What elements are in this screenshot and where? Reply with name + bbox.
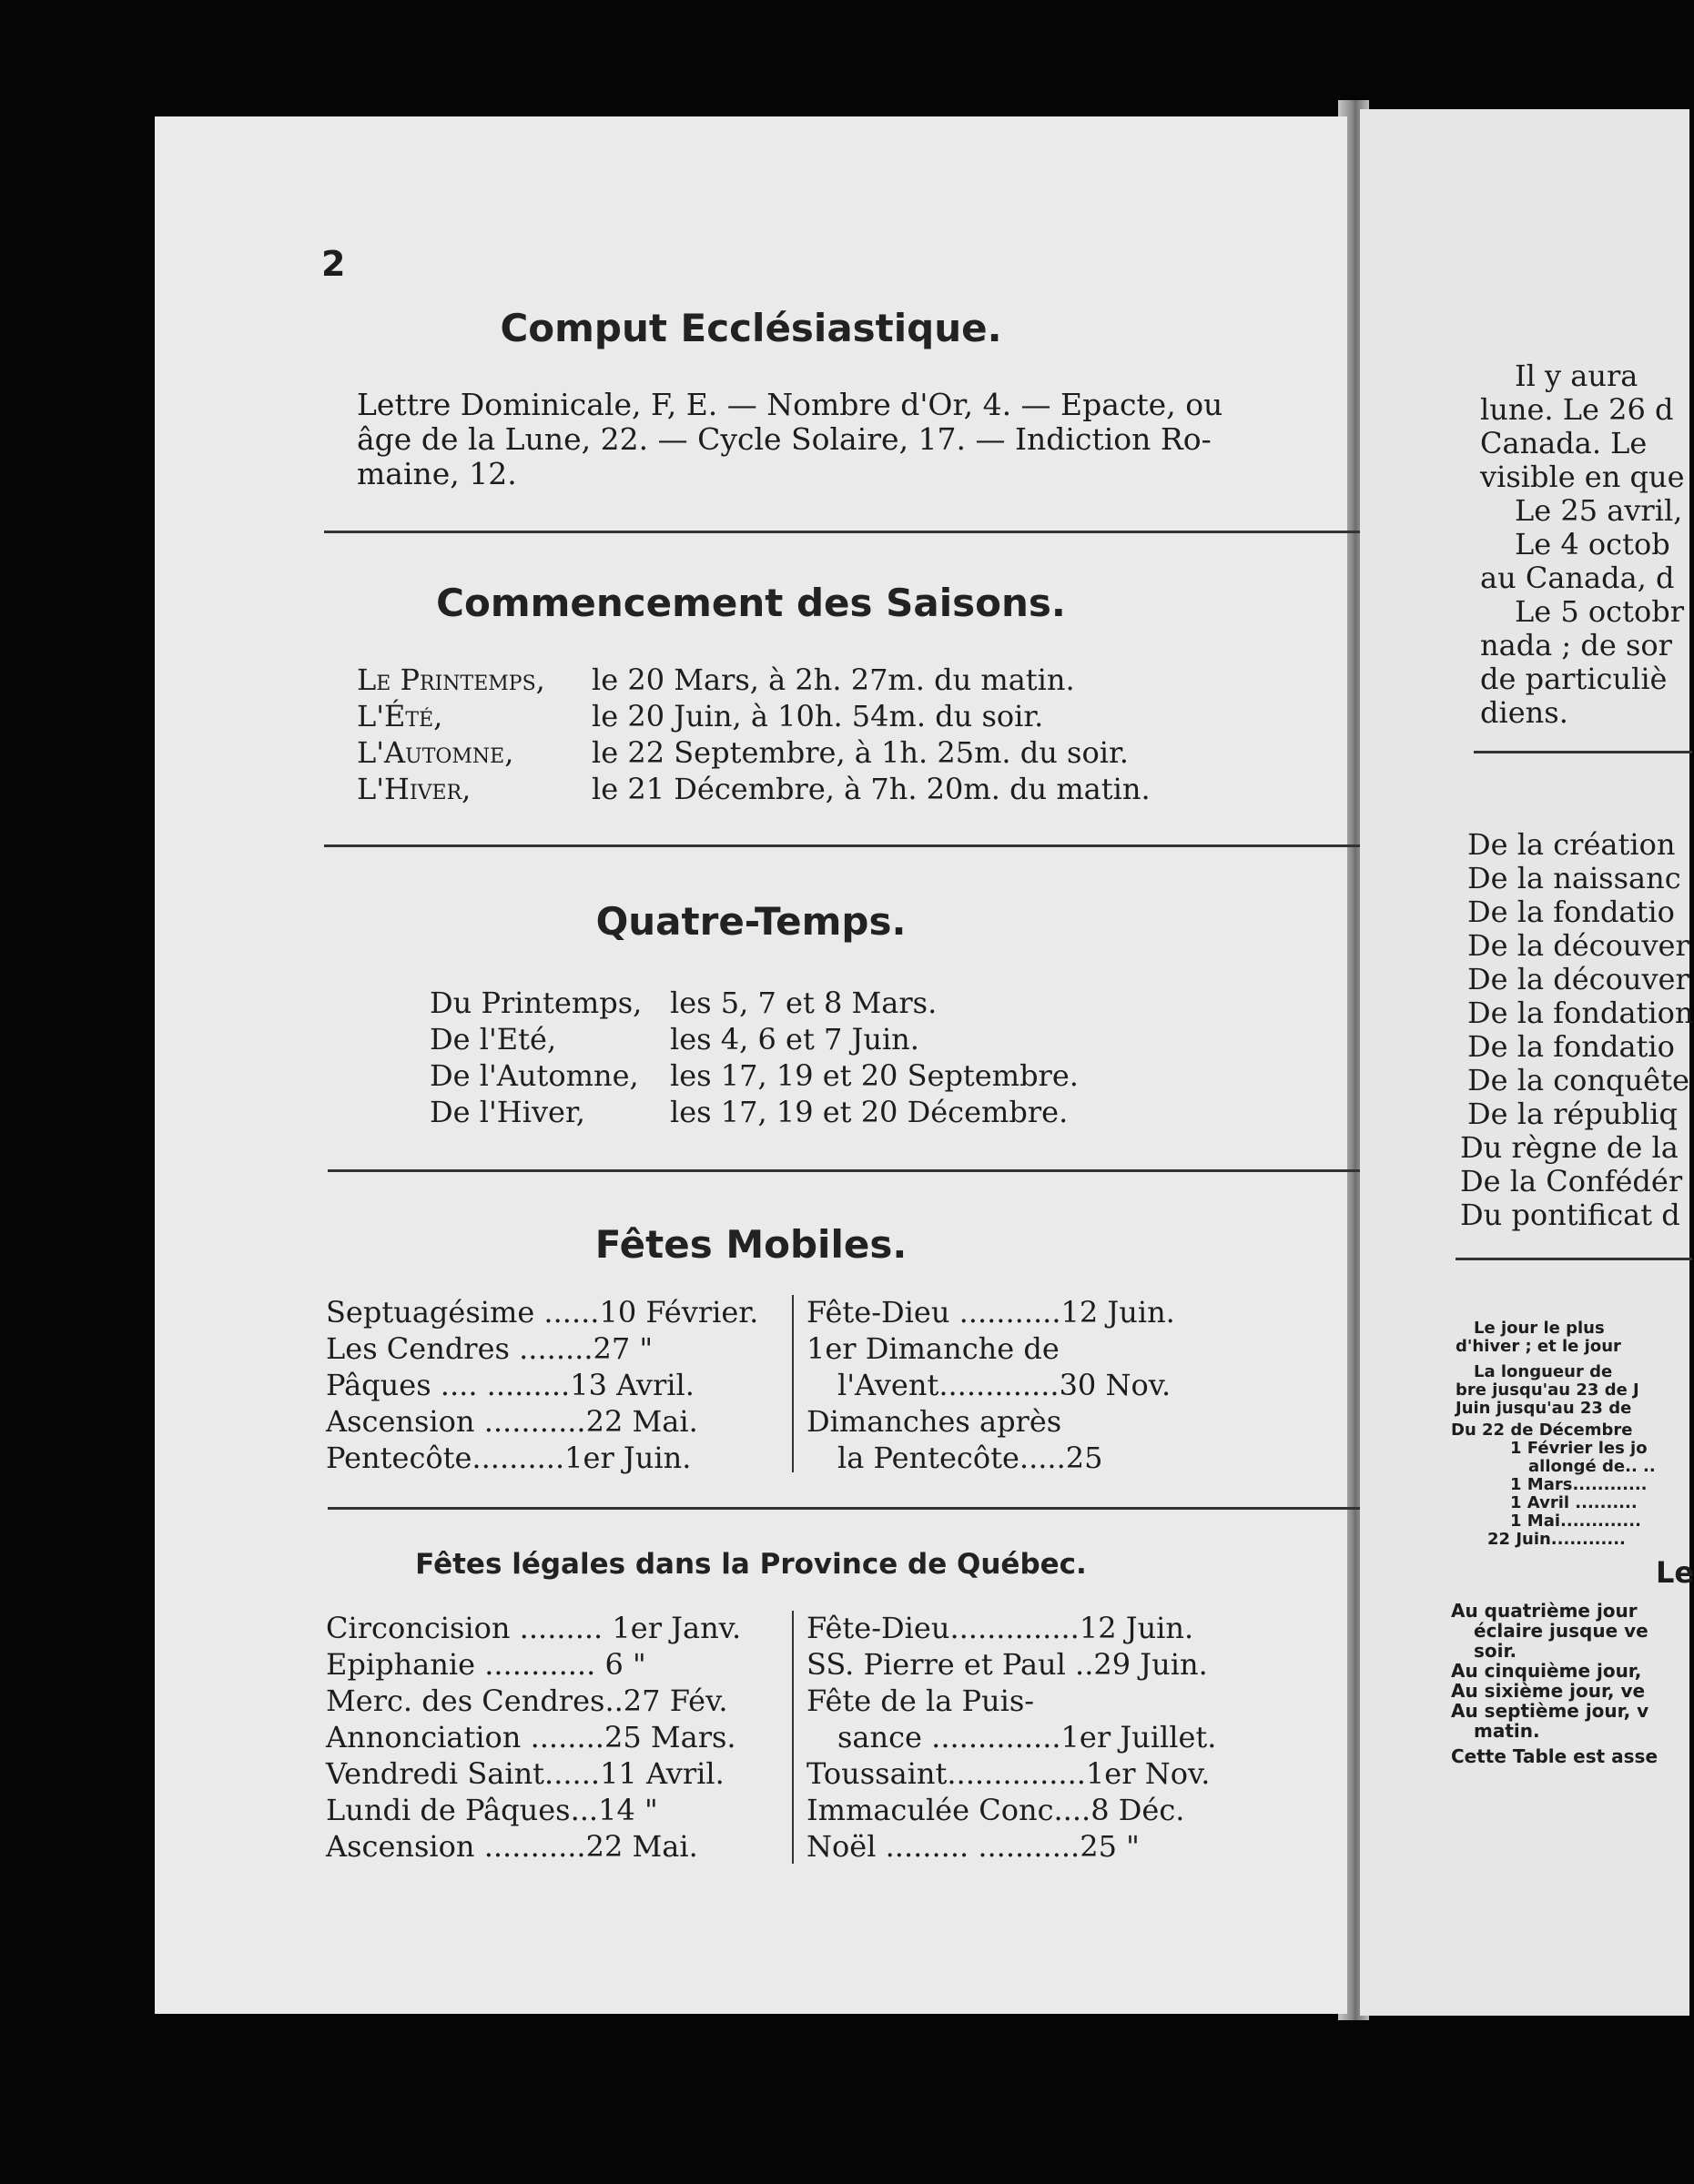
rule bbox=[1474, 751, 1692, 753]
small-line: 1 Mars............ bbox=[1510, 1475, 1648, 1494]
era-line: Du pontificat d bbox=[1460, 1198, 1680, 1232]
fl-left-row: Lundi de Pâques...14 " bbox=[326, 1793, 658, 1827]
era-line: De la conquête bbox=[1467, 1063, 1689, 1097]
right-line: diens. bbox=[1480, 695, 1568, 730]
season-date: le 20 Juin, à 10h. 54m. du soir. bbox=[592, 699, 1044, 733]
small-line: Au septième jour, v bbox=[1451, 1700, 1649, 1722]
fl-right-row: Fête-Dieu..............12 Juin. bbox=[806, 1611, 1194, 1645]
small-line: 1 Février les jo bbox=[1510, 1439, 1648, 1458]
era-line: De la découver bbox=[1467, 962, 1689, 996]
qt-dates: les 17, 19 et 20 Décembre. bbox=[670, 1095, 1069, 1129]
rule bbox=[324, 844, 1412, 847]
saisons-title: Commencement des Saisons. bbox=[436, 581, 1066, 625]
fm-right-row: l'Avent.............30 Nov. bbox=[837, 1368, 1172, 1402]
small-line: bre jusqu'au 23 de J bbox=[1456, 1380, 1639, 1400]
era-line: De la découver bbox=[1467, 928, 1689, 963]
small-line: soir. bbox=[1474, 1640, 1517, 1662]
right-line: nada ; de sor bbox=[1480, 628, 1672, 662]
era-line: De la républiq bbox=[1467, 1097, 1679, 1131]
comput-text bbox=[357, 388, 1413, 491]
era-line: De la Confédér bbox=[1460, 1164, 1683, 1198]
fl-left-row: Ascension ...........22 Mai. bbox=[326, 1829, 698, 1864]
era-line: De la fondation bbox=[1467, 996, 1694, 1030]
fm-right-row: Dimanches après bbox=[806, 1404, 1062, 1439]
fl-left-row: Epiphanie ............ 6 " bbox=[326, 1647, 646, 1682]
qt-dates: les 5, 7 et 8 Mars. bbox=[670, 986, 938, 1020]
fm-left-row: Pâques .... .........13 Avril. bbox=[326, 1368, 695, 1402]
qt-season: Du Printemps, bbox=[430, 986, 643, 1020]
fl-right-row: Noël ......... ...........25 " bbox=[806, 1829, 1140, 1864]
fl-right-row: SS. Pierre et Paul ..29 Juin. bbox=[806, 1647, 1208, 1682]
fm-right-row: Fête-Dieu ...........12 Juin. bbox=[806, 1295, 1175, 1330]
rule bbox=[328, 1507, 1420, 1510]
small-line: éclaire jusque ve bbox=[1474, 1620, 1648, 1642]
small-line: 22 Juin............ bbox=[1487, 1530, 1626, 1549]
fetes-mobiles-title: Fêtes Mobiles. bbox=[594, 1222, 908, 1267]
qt-season: De l'Automne, bbox=[430, 1058, 639, 1093]
column-divider bbox=[792, 1295, 794, 1472]
comput-line: maine, 12. bbox=[357, 456, 517, 491]
small-line: d'hiver ; et le jour bbox=[1456, 1337, 1621, 1356]
small-line: Au quatrième jour bbox=[1451, 1600, 1638, 1622]
right-line: Canada. Le bbox=[1480, 426, 1648, 460]
page-number: 2 bbox=[321, 244, 346, 284]
fl-left-row: Circoncision ......... 1er Janv. bbox=[326, 1611, 742, 1645]
right-line: Le 25 avril, bbox=[1515, 493, 1683, 528]
right-line: lune. Le 26 d bbox=[1480, 392, 1674, 427]
qt-season: De l'Eté, bbox=[430, 1022, 557, 1057]
rule bbox=[328, 1169, 1413, 1172]
fl-right-row: Immaculée Conc....8 Déc. bbox=[806, 1793, 1185, 1827]
small-line: Cette Table est asse bbox=[1451, 1745, 1658, 1767]
fl-right-row: Fête de la Puis- bbox=[806, 1684, 1035, 1718]
era-line: Du règne de la bbox=[1460, 1130, 1679, 1165]
small-line: matin. bbox=[1474, 1720, 1540, 1742]
season-date: le 20 Mars, à 2h. 27m. du matin. bbox=[592, 662, 1075, 697]
small-line: allongé de.. .. bbox=[1528, 1457, 1656, 1476]
rule bbox=[324, 531, 1407, 533]
right-line: au Canada, d bbox=[1480, 561, 1675, 595]
comput-line: Lettre Dominicale, F, E. — Nombre d'Or, 4. — Epacte, ou bbox=[357, 387, 1223, 422]
qt-dates: les 4, 6 et 7 Juin. bbox=[670, 1022, 919, 1057]
season-name: L'Automne, bbox=[357, 735, 514, 770]
fl-left-row: Merc. des Cendres..27 Fév. bbox=[326, 1684, 728, 1718]
small-line: Juin jusqu'au 23 de bbox=[1456, 1399, 1632, 1418]
fm-left-row: Les Cendres ........27 " bbox=[326, 1331, 654, 1366]
quatre-temps-title: Quatre-Temps. bbox=[595, 899, 907, 944]
right-line: visible en que bbox=[1480, 460, 1685, 494]
left-page bbox=[155, 116, 1347, 2014]
right-heading-fragment: Le bbox=[1656, 1555, 1694, 1590]
small-line: 1 Mai............. bbox=[1510, 1512, 1641, 1531]
fm-left-row: Pentecôte..........1er Juin. bbox=[326, 1441, 692, 1475]
qt-season: De l'Hiver, bbox=[430, 1095, 585, 1129]
fm-left-row: Ascension ...........22 Mai. bbox=[326, 1404, 698, 1439]
small-line: Du 22 de Décembre bbox=[1451, 1421, 1633, 1440]
column-divider bbox=[792, 1611, 794, 1864]
fm-left-row: Septuagésime ......10 Février. bbox=[326, 1295, 759, 1330]
fl-left-row: Vendredi Saint......11 Avril. bbox=[326, 1756, 725, 1791]
fetes-legales-title: Fêtes légales dans la Province de Québec. bbox=[415, 1548, 1087, 1581]
small-line: La longueur de bbox=[1474, 1362, 1613, 1381]
right-line: de particuliè bbox=[1480, 662, 1668, 696]
small-line: Au sixième jour, ve bbox=[1451, 1680, 1646, 1702]
era-line: De la fondatio bbox=[1467, 1029, 1675, 1064]
season-date: le 21 Décembre, à 7h. 20m. du matin. bbox=[592, 772, 1151, 806]
era-line: De la fondatio bbox=[1467, 895, 1675, 929]
season-name: L'Hiver, bbox=[357, 772, 472, 806]
small-line: Le jour le plus bbox=[1474, 1319, 1605, 1338]
small-line: 1 Avril .......... bbox=[1510, 1493, 1638, 1512]
season-name: L'Été, bbox=[357, 699, 443, 733]
right-line: Le 5 octobr bbox=[1515, 594, 1684, 629]
small-line: Au cinquième jour, bbox=[1451, 1660, 1642, 1682]
era-line: De la création bbox=[1467, 827, 1676, 862]
qt-dates: les 17, 19 et 20 Septembre. bbox=[670, 1058, 1079, 1093]
fm-right-row: la Pentecôte.....25 bbox=[837, 1441, 1103, 1475]
comput-line: âge de la Lune, 22. — Cycle Solaire, 17. — Indiction Ro- bbox=[357, 421, 1212, 457]
rule bbox=[1456, 1258, 1692, 1260]
right-line: Il y aura bbox=[1515, 359, 1638, 393]
era-line: De la naissanc bbox=[1467, 861, 1681, 895]
season-name: Le Printemps, bbox=[357, 662, 545, 697]
comput-title: Comput Ecclésiastique. bbox=[500, 306, 1002, 350]
fl-right-row: Toussaint...............1er Nov. bbox=[806, 1756, 1211, 1791]
right-page bbox=[1360, 109, 1694, 2016]
fl-right-row: sance ..............1er Juillet. bbox=[837, 1720, 1217, 1754]
fm-right-row: 1er Dimanche de bbox=[806, 1331, 1060, 1366]
season-date: le 22 Septembre, à 1h. 25m. du soir. bbox=[592, 735, 1129, 770]
right-line: Le 4 octob bbox=[1515, 527, 1670, 561]
fl-left-row: Annonciation ........25 Mars. bbox=[326, 1720, 736, 1754]
